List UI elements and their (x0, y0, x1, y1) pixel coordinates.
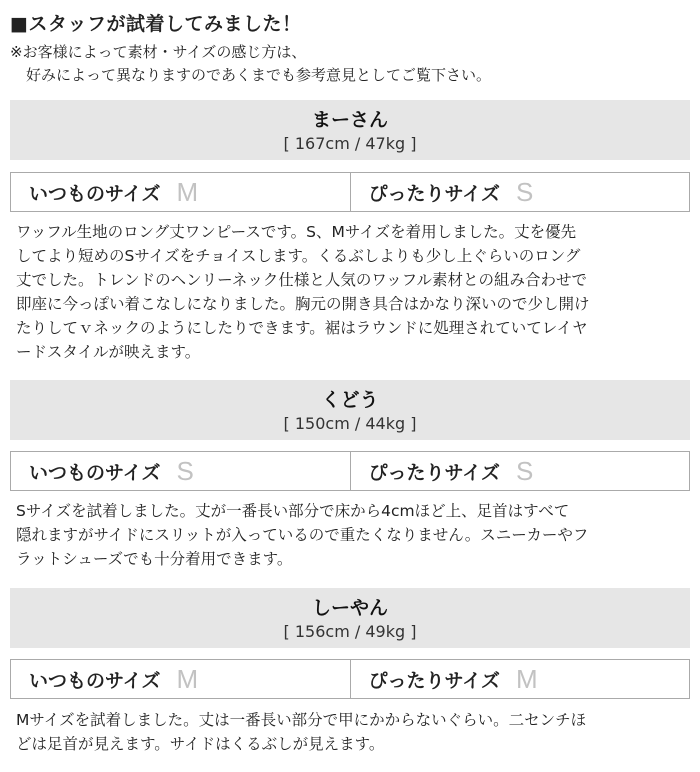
staff-comment (16, 499, 688, 571)
usual-size-label: いつものサイズ (29, 461, 161, 484)
comment-line: ードスタイルが映えます。 (16, 343, 201, 361)
size-row (10, 451, 690, 491)
comment-line: ラットシューズでも十分着用できます。 (16, 550, 293, 568)
size-row (10, 659, 690, 699)
usual-size-value: M (176, 176, 199, 207)
staff-header (10, 380, 690, 440)
comment-line: どは足首が見えます。サイドはくるぶしが見えます。 (16, 735, 385, 753)
comment-line: してより短めのSサイズをチョイスします。くるぶしよりも少し上ぐらいのロング (16, 247, 581, 265)
section-heading: ■スタッフが試着してみました！ (10, 13, 302, 35)
comment-line: たりしてｖネックのようにしたりできます。裾はラウンドに処理されていてレイヤ (16, 319, 588, 337)
usual-size-cell (11, 173, 350, 211)
staff-header (10, 100, 690, 160)
staff-name: くどう (321, 389, 379, 411)
fit-size-cell (350, 660, 690, 698)
usual-size-value: M (176, 663, 199, 694)
fit-size-value: S (515, 176, 534, 207)
fit-size-cell (350, 452, 690, 490)
comment-line: 丈でした。トレンドのヘンリーネック仕様と人気のワッフル素材との組み合わせで (16, 271, 587, 289)
staff-name: しーやん (311, 597, 388, 619)
usual-size-value: S (176, 455, 194, 486)
staff-height-weight: [ 150cm / 44kg ] (283, 414, 417, 433)
staff-height-weight: [ 167cm / 47kg ] (283, 134, 417, 153)
staff-height-weight: [ 156cm / 49kg ] (283, 622, 417, 641)
fit-size-value: S (515, 455, 534, 486)
fit-size-cell (350, 173, 690, 211)
comment-line: 隠れますがサイドにスリットが入っているので重たくなりません。スニーカーやフ (16, 526, 589, 544)
staff-header (10, 588, 690, 648)
comment-line: ワッフル生地のロング丈ワンピースです。S、Mサイズを着用しました。丈を優先 (16, 223, 577, 241)
size-row (10, 172, 690, 212)
comment-line: 即座に今っぽい着こなしになりました。胸元の開き具合はかなり深いので少し開け (16, 295, 590, 313)
usual-size-cell (11, 452, 350, 490)
disclaimer-line-1: ※お客様によって素材・サイズの感じ方は、 (10, 43, 307, 61)
comment-line: Sサイズを試着しました。丈が一番長い部分で床から4cmほど上、足首はすべて (16, 502, 570, 520)
comment-line: Mサイズを試着しました。丈は一番長い部分で甲にかからないぐらい。二センチほ (16, 711, 587, 729)
disclaimer-line-2: 好みによって異なりますのであくまでも参考意見としてご覧下さい。 (26, 66, 492, 84)
fit-size-label: ぴったりサイズ (368, 182, 500, 205)
staff-comment (16, 708, 688, 756)
staff-comment (16, 220, 688, 364)
usual-size-cell (11, 660, 350, 698)
fit-size-value: M (515, 663, 538, 694)
usual-size-label: いつものサイズ (29, 669, 161, 692)
fit-size-label: ぴったりサイズ (368, 669, 500, 692)
fit-size-label: ぴったりサイズ (368, 461, 500, 484)
usual-size-label: いつものサイズ (29, 182, 161, 205)
staff-name: まーさん (311, 109, 388, 131)
